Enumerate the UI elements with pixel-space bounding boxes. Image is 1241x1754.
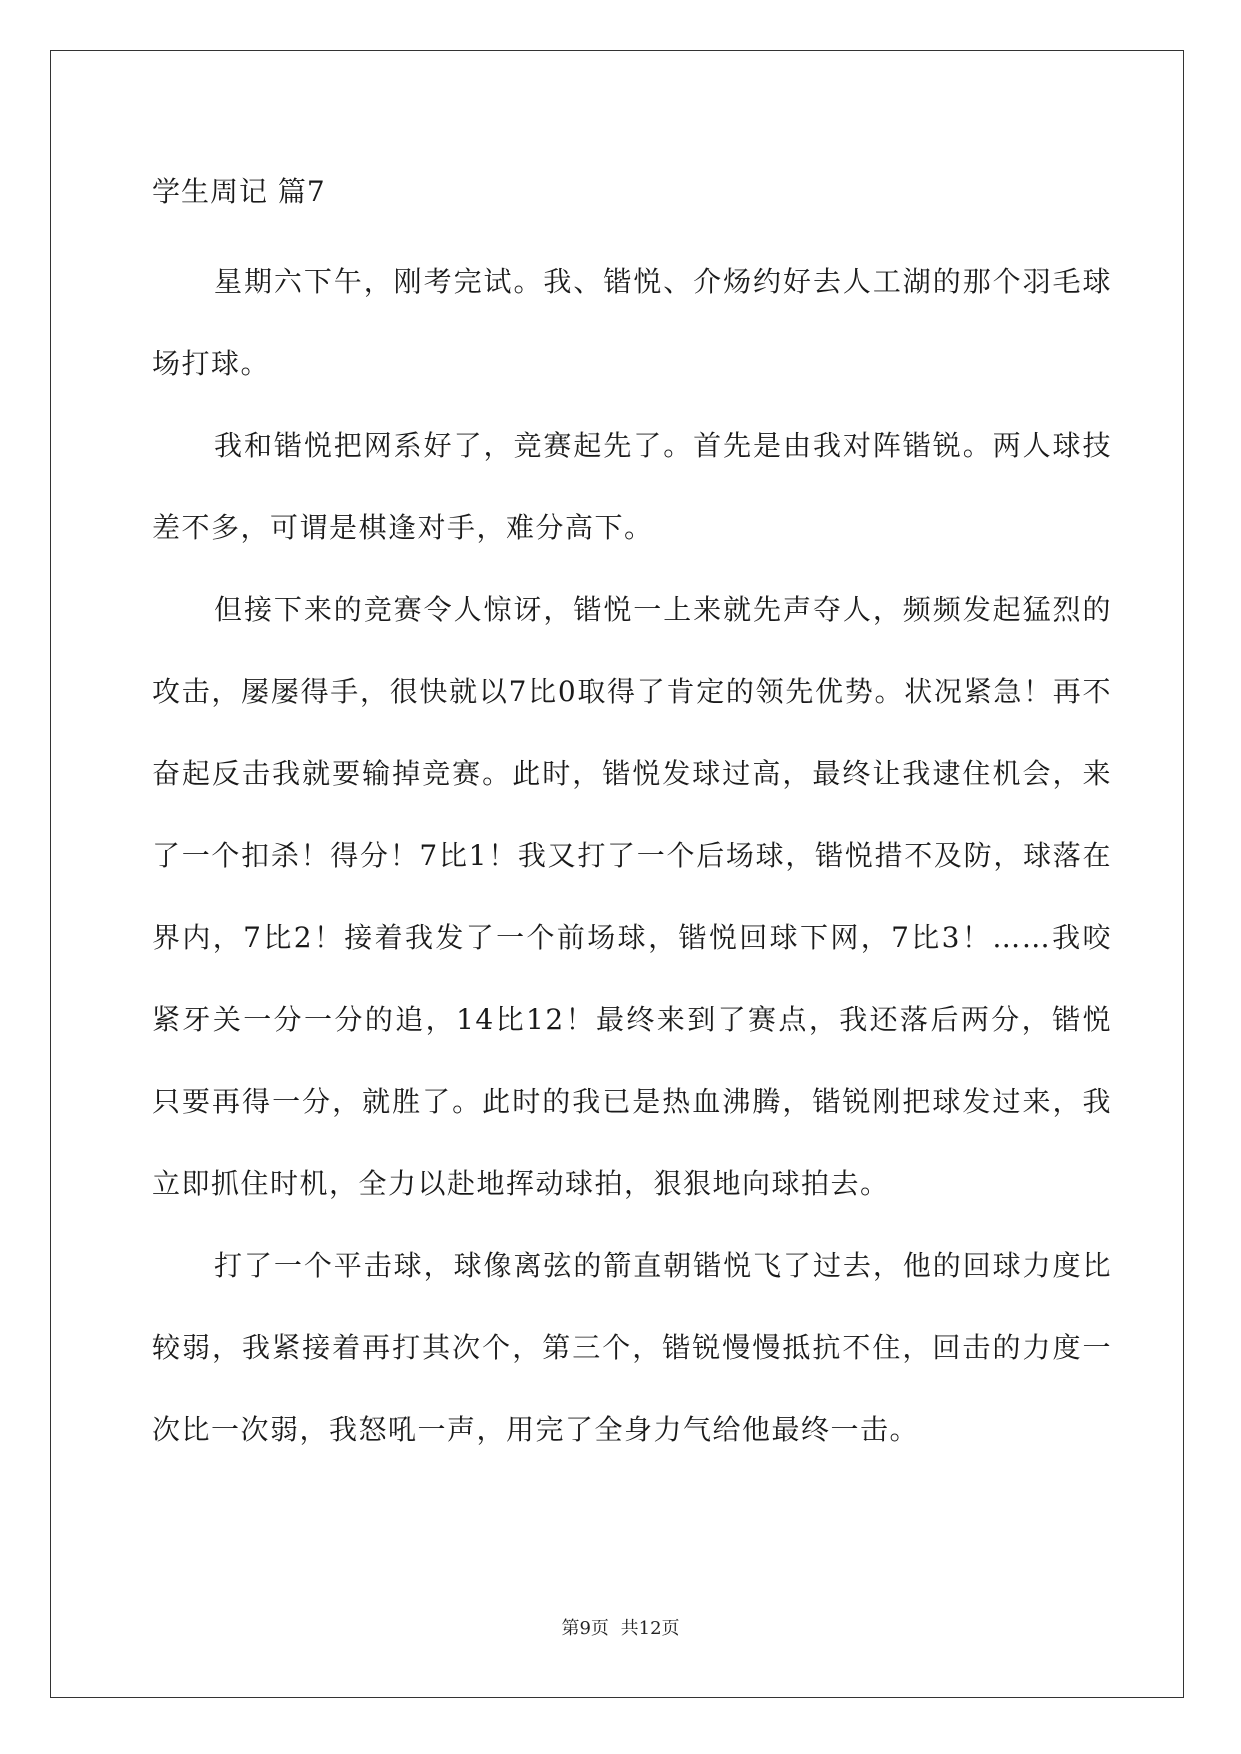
document-heading: 学生周记 篇7: [152, 175, 326, 208]
page-footer: [0, 1617, 1241, 1641]
page-number: 第9页: [561, 1618, 609, 1639]
paragraph-2: 我和锴悦把网系好了，竞赛起先了。首先是由我对阵锴锐。两人球技差不多，可谓是棋逢对手，难分高下。: [152, 429, 1112, 544]
page-total: 共12页: [620, 1618, 680, 1639]
paragraph-1: 星期六下午，刚考完试。我、锴悦、介炀约好去人工湖的那个羽毛球场打球。: [152, 265, 1112, 380]
paragraph-3: 但接下来的竞赛令人惊讶，锴悦一上来就先声夺人，频频发起猛烈的攻击，屡屡得手，很快就以7比0取得了肯定的领先优势。状况紧急！再不奋起反击我就要输掉竞赛。此时，锴悦发球过高，最终让我逮住机会，来了一个扣杀！得分！7比1！我又打了一个后场球，锴悦措不及防，球落在界内，7比2！接着我发了一个前场球，锴悦回球下网，7比3！……我咬紧牙关一分一分的追，14比12！最终来到了赛点，我还落后两分，锴悦只要再得一分，就胜了。此时的我已是热血沸腾，锴锐刚把球发过来，我立即抓住时机，全力以赴地挥动球拍，狠狠地向球拍去。: [152, 593, 1112, 1200]
paragraph-4: 打了一个平击球，球像离弦的箭直朝锴悦飞了过去，他的回球力度比较弱，我紧接着再打其次个，第三个，锴锐慢慢抵抗不住，回击的力度一次比一次弱，我怒吼一声，用完了全身力气给他最终一击。: [152, 1249, 1112, 1446]
document-body: [152, 168, 1112, 1471]
